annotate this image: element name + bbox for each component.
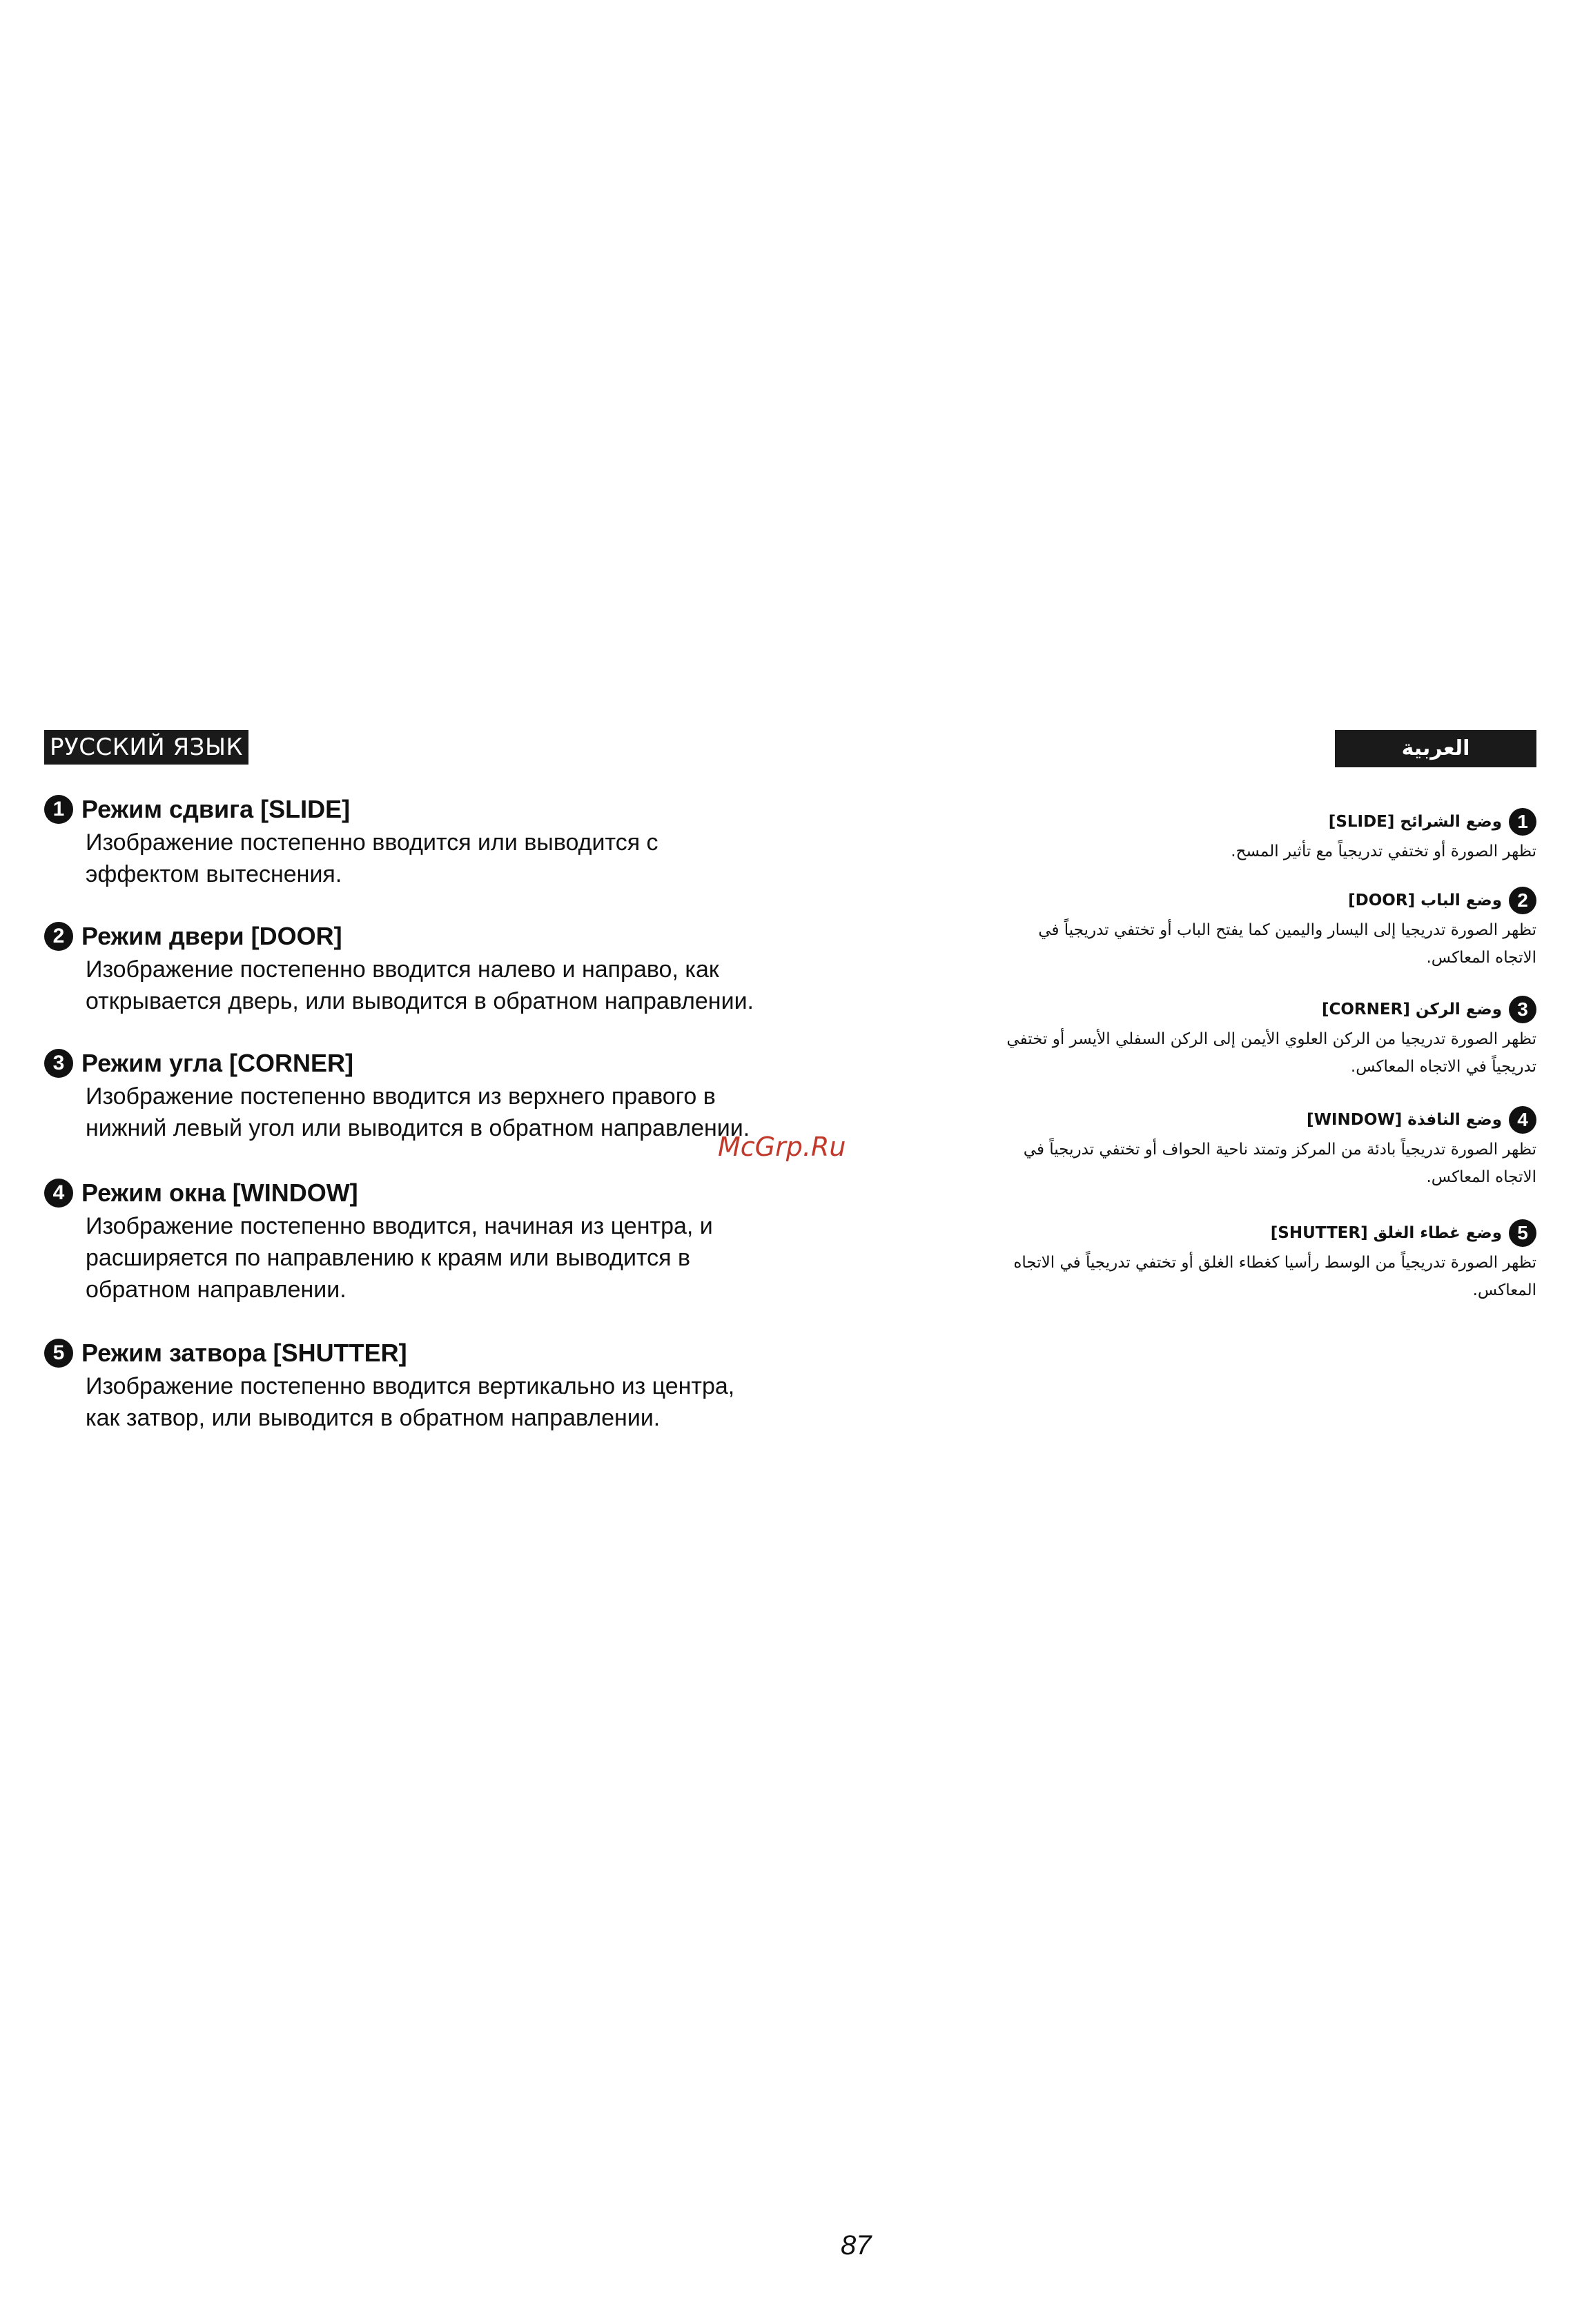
body-line: Изображение постепенно вводится вертикально из центра, [86, 1373, 735, 1399]
section-title: Режим двери [DOOR] [81, 922, 342, 950]
body-line: تدريجياً في الاتجاه المعاكس. [1350, 1058, 1536, 1076]
ar-section-slide [874, 806, 1536, 865]
section-number-badge: 1 [1509, 808, 1536, 836]
ar-section-shutter [874, 1217, 1536, 1304]
section-body [874, 1025, 1536, 1081]
section-title: وضع الباب [DOOR] [1348, 892, 1502, 909]
section-number-badge: 5 [1509, 1219, 1536, 1247]
body-line: как затвор, или выводится в обратном направлении. [86, 1405, 661, 1431]
body-line: эффектом вытеснения. [86, 861, 342, 887]
section-body [86, 1370, 859, 1434]
section-number-badge: 3 [44, 1049, 73, 1078]
section-number-badge: 1 [44, 795, 73, 824]
body-line: تظهر الصورة تدريجياً من الوسط رأسيا كغطاء الغلق أو تختفي تدريجياً في الاتجاه [1013, 1254, 1536, 1272]
ru-section-slide [44, 792, 859, 890]
section-number-badge: 2 [1509, 887, 1536, 914]
section-body [874, 838, 1536, 865]
ar-section-window [874, 1104, 1536, 1191]
body-line: Изображение постепенно вводится, начиная из центра, и [86, 1213, 713, 1239]
body-line: открывается дверь, или выводится в обратном направлении. [86, 988, 754, 1014]
body-line: تظهر الصورة تدريجيا من الركن العلوي الأيمن إلى الركن السفلي الأيسر أو تختفي [1006, 1030, 1536, 1048]
ar-section-door [874, 885, 1536, 972]
body-line: الاتجاه المعاكس. [1426, 949, 1536, 967]
ru-section-window [44, 1176, 859, 1306]
body-line: تظهر الصورة تدريجيا إلى اليسار واليمين كما يفتح الباب أو تختفي تدريجياً في [1038, 921, 1536, 939]
page-number: 87 [841, 2230, 872, 2261]
body-line: Изображение постепенно вводится или выводится с [86, 829, 658, 856]
body-line: تظهر الصورة تدريجياً بادئة من المركز وتمتد ناحية الحواف أو تختفي تدريجياً في [1023, 1141, 1536, 1159]
section-title: وضع النافذة [WINDOW] [1307, 1111, 1502, 1129]
ru-section-corner [44, 1046, 859, 1144]
ar-section-corner [874, 994, 1536, 1081]
section-body [86, 827, 859, 890]
section-number-badge: 4 [44, 1179, 73, 1208]
body-line: Изображение постепенно вводится налево и направо, как [86, 956, 719, 983]
russian-language-header: РУССКИЙ ЯЗЫК [44, 730, 248, 765]
body-line: обратном направлении. [86, 1277, 346, 1303]
section-body [86, 1210, 859, 1306]
section-title: وضع الشرائح [SLIDE] [1328, 813, 1502, 831]
section-title: Режим окна [WINDOW] [81, 1179, 358, 1207]
section-title: وضع غطاء الغلق [SHUTTER] [1270, 1224, 1502, 1242]
section-title: Режим угла [CORNER] [81, 1049, 353, 1077]
body-line: расширяется по направлению к краям или выводится в [86, 1245, 691, 1271]
section-body [874, 1136, 1536, 1191]
section-title: وضع الركن [CORNER] [1321, 1001, 1502, 1018]
section-body [86, 954, 859, 1017]
arabic-language-header: العربية [1335, 730, 1536, 767]
section-body [874, 916, 1536, 972]
body-line: нижний левый угол или выводится в обратном направлении. [86, 1115, 750, 1141]
watermark: McGrp.Ru [718, 1132, 846, 1162]
ru-section-door [44, 919, 859, 1017]
body-line: Изображение постепенно вводится из верхнего правого в [86, 1083, 716, 1110]
body-line: الاتجاه المعاكس. [1426, 1168, 1536, 1186]
section-title: Режим затвора [SHUTTER] [81, 1339, 407, 1367]
body-line: المعاكس. [1472, 1281, 1536, 1299]
section-number-badge: 4 [1509, 1106, 1536, 1134]
section-number-badge: 2 [44, 922, 73, 951]
section-body [874, 1249, 1536, 1304]
body-line: تظهر الصورة أو تختفي تدريجياً مع تأثير المسح. [1231, 843, 1536, 860]
section-title: Режим сдвига [SLIDE] [81, 795, 351, 823]
ru-section-shutter [44, 1336, 859, 1434]
section-number-badge: 5 [44, 1339, 73, 1368]
section-number-badge: 3 [1509, 996, 1536, 1023]
